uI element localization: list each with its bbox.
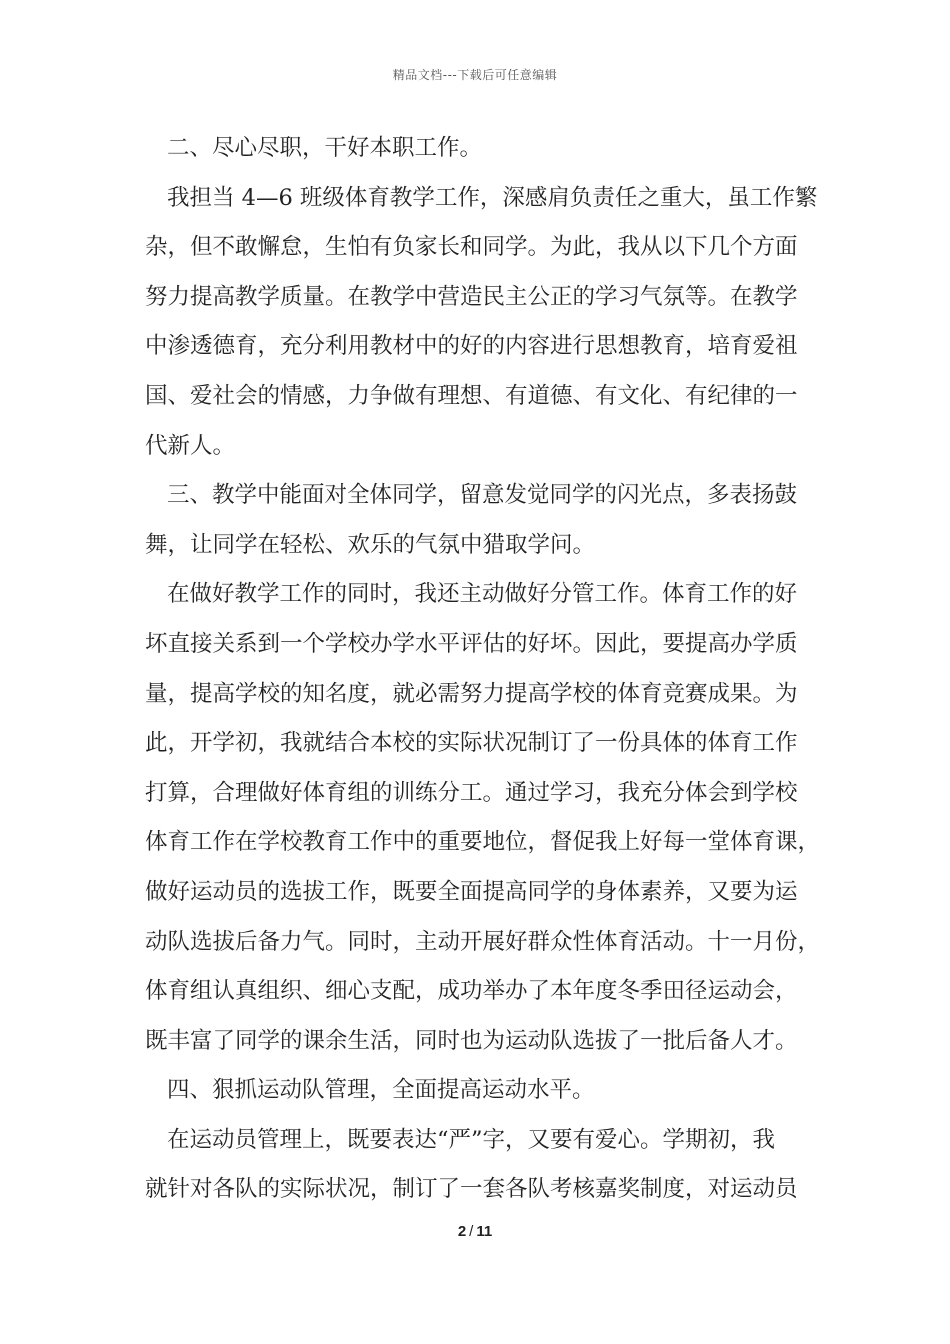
page-number — [0, 1223, 950, 1240]
paragraph-line: 舞，让同学在轻松、欢乐的气氛中猎取学问。 — [145, 531, 596, 558]
paragraph-line: 体育工作在学校教育工作中的重要地位，督促我上好每一堂体育课， — [145, 829, 821, 856]
paragraph-line: 中渗透德育，充分利用教材中的好的内容进行思想教育，培育爱祖 — [145, 333, 798, 360]
section-heading-2: 二、尽心尽职，干好本职工作。 — [167, 135, 483, 161]
paragraph-line: 坏直接关系到一个学校办学水平评估的好坏。因此，要提高办学质 — [145, 630, 798, 657]
paragraph-line: 努力提高教学质量。在教学中营造民主公正的学习气氛等。在教学 — [145, 283, 798, 310]
page-separator: / — [469, 1223, 474, 1240]
paragraph-line: 杂，但不敢懈怠，生怕有负家长和同学。为此，我从以下几个方面 — [145, 234, 798, 261]
paragraph-line: 在运动员管理上，既要表达“严”字，又要有爱心。学期初，我 — [167, 1126, 776, 1153]
paragraph-line: 既丰富了同学的课余生活，同时也为运动队选拔了一批后备人才。 — [145, 1027, 798, 1054]
section-heading-4: 四、狠抓运动队管理，全面提高运动水平。 — [167, 1077, 595, 1104]
paragraph-line: 动队选拔后备力气。同时，主动开展好群众性体育活动。十一月份， — [145, 928, 821, 955]
paragraph-line: 我担当 4—6 班级体育教学工作，深感肩负责任之重大，虽工作繁 — [167, 184, 818, 211]
paragraph-line: 代新人。 — [145, 432, 236, 459]
paragraph-line: 体育组认真组织、细心支配，成功举办了本年度冬季田径运动会， — [145, 978, 798, 1005]
paragraph-line: 此，开学初，我就结合本校的实际状况制订了一份具体的体育工作 — [145, 730, 798, 757]
total-page-count: 11 — [476, 1223, 493, 1240]
paragraph-line: 在做好教学工作的同时，我还主动做好分管工作。体育工作的好 — [167, 581, 798, 608]
paragraph-line: 国、爱社会的情感，力争做有理想、有道德、有文化、有纪律的一 — [145, 382, 798, 409]
document-body — [145, 124, 821, 1215]
paragraph-line: 量，提高学校的知名度，就必需努力提高学校的体育竞赛成果。为 — [145, 680, 798, 707]
section-heading-3: 三、教学中能面对全体同学，留意发觉同学的闪光点，多表扬鼓 — [167, 482, 798, 509]
paragraph-line: 就针对各队的实际状况，制订了一套各队考核嘉奖制度，对运动员 — [145, 1176, 798, 1203]
current-page-number: 2 — [457, 1223, 467, 1240]
page-header: 精品文档---下载后可任意编辑 — [392, 68, 558, 82]
paragraph-line: 做好运动员的选拔工作，既要全面提高同学的身体素养，又要为运 — [145, 878, 798, 905]
paragraph-line: 打算，合理做好体育组的训练分工。通过学习，我充分体会到学校 — [145, 779, 798, 806]
